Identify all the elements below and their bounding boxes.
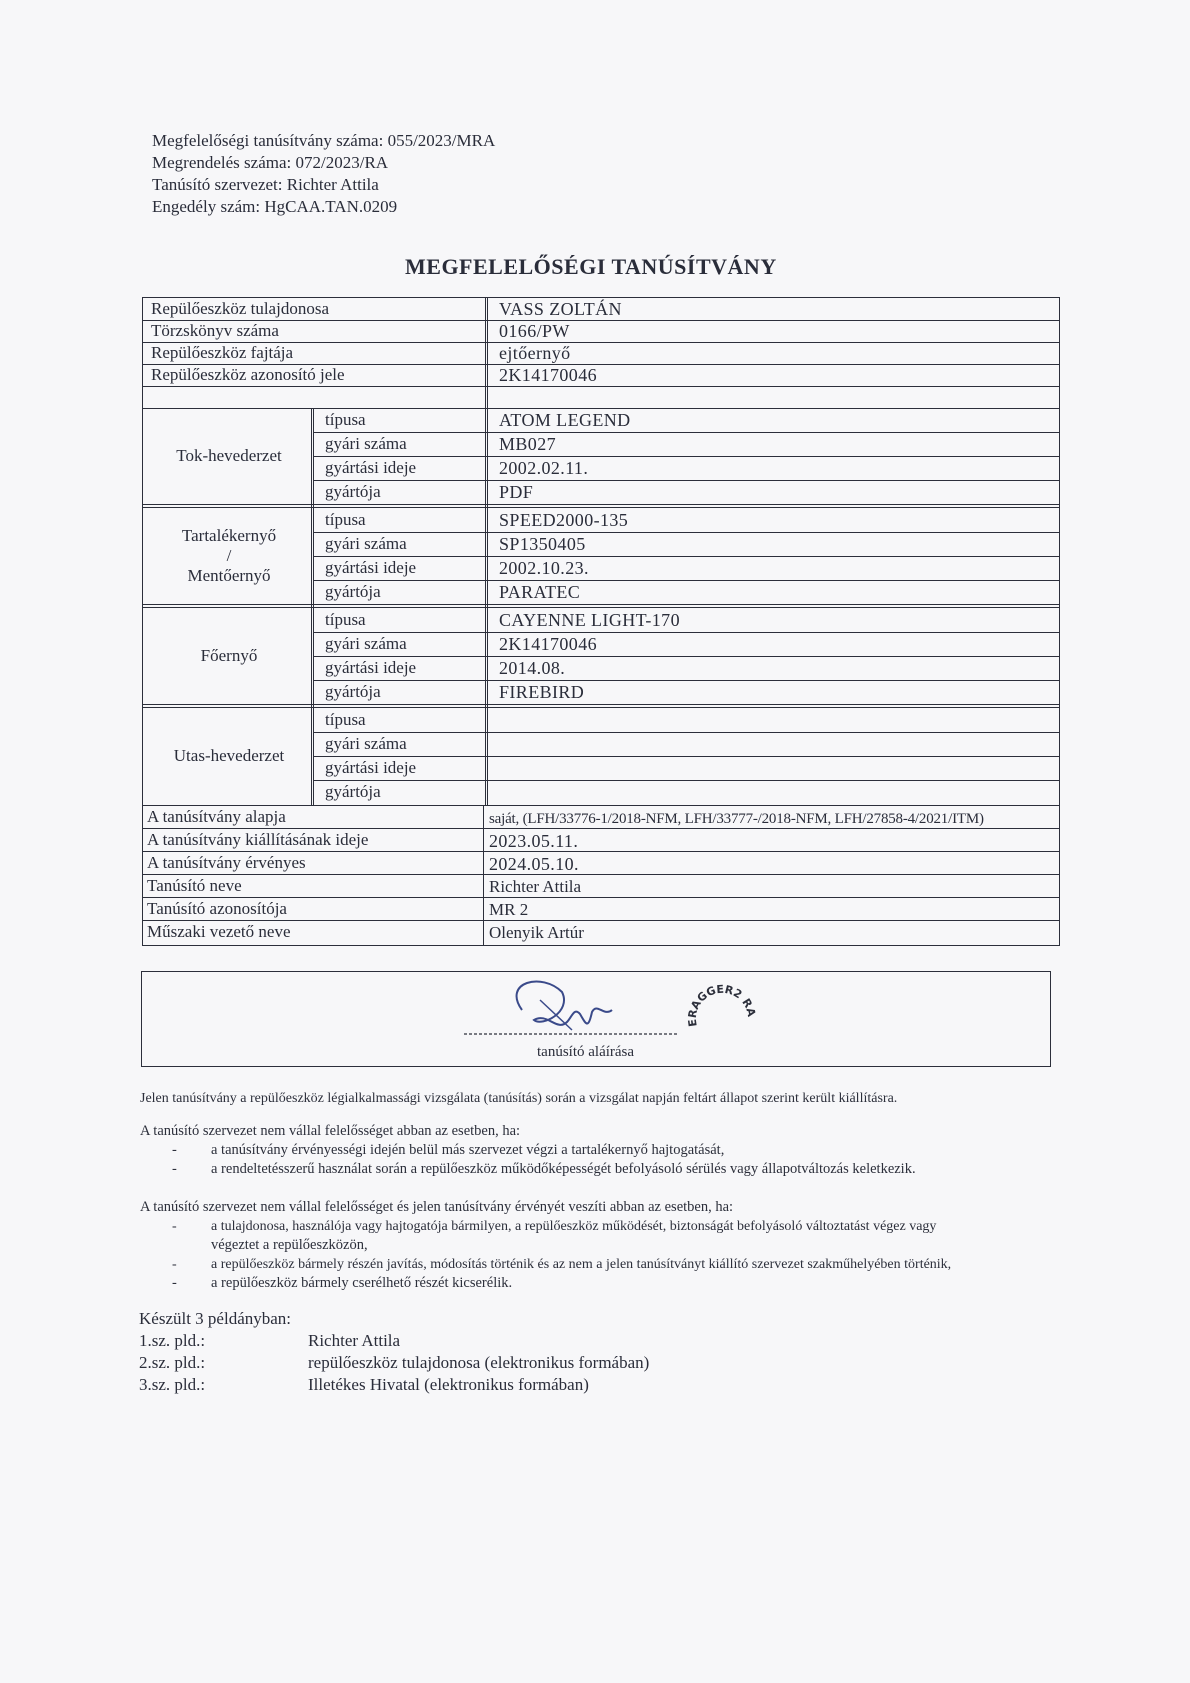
sub-label-type: típusa bbox=[325, 410, 366, 429]
sub-label-maker: gyártója bbox=[325, 682, 381, 701]
copy-2-label: 2.sz. pld.: bbox=[139, 1353, 206, 1372]
group-tandem-label: Utas-hevederzet bbox=[173, 746, 285, 765]
sub-label-date: gyártási ideje bbox=[325, 658, 417, 677]
page-title: MEGFELELŐSÉGI TANÚSÍTVÁNY bbox=[405, 254, 777, 279]
copy-1-label: 1.sz. pld.: bbox=[139, 1331, 206, 1350]
group-reserve-label-2: / bbox=[226, 546, 232, 565]
harness-date-value: 2002.02.11. bbox=[499, 458, 589, 478]
reserve-type-value: SPEED2000-135 bbox=[499, 510, 629, 530]
main-type-value: CAYENNE LIGHT-170 bbox=[499, 610, 680, 630]
sub-label-date: gyártási ideje bbox=[325, 558, 417, 577]
signature-caption: tanúsító aláírása bbox=[537, 1044, 635, 1060]
certifier-id-label: Tanúsító azonosítója bbox=[147, 899, 287, 918]
sub-label-serial: gyári száma bbox=[325, 734, 407, 753]
stamp-graphic bbox=[677, 976, 767, 1066]
para2-bullet-1: - a tulajdonosa, használója vagy hajtogatója bármilyen, a repülőeszköz működését, biztonságát befolyásoló változtatást végez vagy bbox=[172, 1219, 937, 1234]
statement-text: Jelen tanúsítvány a repülőeszköz légialkalmassági vizsgálata (tanúsítás) során a vizsgálat napján feltárt állapot szerint került kiállításra. bbox=[140, 1091, 898, 1106]
para1-bullet-2: - a rendeltetésszerű használat során a repülőeszköz működőképességét befolyásoló sérülés vagy állapotváltozás keletkezik. bbox=[172, 1161, 916, 1177]
sub-label-type: típusa bbox=[325, 710, 366, 729]
reserve-date-value: 2002.10.23. bbox=[499, 558, 589, 578]
aircraft-id-value: 2K14170046 bbox=[499, 365, 597, 385]
group-reserve-label-3: Mentőernyő bbox=[187, 566, 271, 585]
para2-bullet-1-cont: végeztet a repülőeszközön, bbox=[211, 1237, 368, 1253]
group-main-label: Főernyő bbox=[200, 646, 258, 665]
main-serial-value: 2K14170046 bbox=[499, 634, 597, 654]
para2-bullet-3: - a repülőeszköz bármely cserélhető részét kicserélik. bbox=[172, 1275, 513, 1291]
sub-label-date: gyártási ideje bbox=[325, 758, 417, 777]
basis-label: A tanúsítvány alapja bbox=[147, 807, 286, 826]
certificate-table bbox=[142, 297, 1060, 946]
order-number-line: Megrendelés száma: 072/2023/RA bbox=[152, 153, 389, 172]
issue-date-value: 2023.05.11. bbox=[489, 831, 579, 851]
registry-label: Törzskönyv száma bbox=[151, 321, 279, 340]
sub-label-serial: gyári száma bbox=[325, 434, 407, 453]
certificate-number-line: Megfelelőségi tanúsítvány száma: 055/2023/MRA bbox=[152, 131, 496, 150]
para2-intro: A tanúsító szervezet nem vállal felelősséget és jelen tanúsítvány érvényét veszíti abban az esetben, ha: bbox=[140, 1199, 734, 1215]
copies-intro: Készült 3 példányban: bbox=[139, 1309, 292, 1328]
para1-intro: A tanúsító szervezet nem vállal felelősséget abban az esetben, ha: bbox=[140, 1123, 521, 1139]
sub-label-type: típusa bbox=[325, 510, 366, 529]
certifier-name-label: Tanúsító neve bbox=[147, 876, 242, 895]
tech-lead-value: Olenyik Artúr bbox=[489, 923, 584, 942]
copy-1-value: Richter Attila bbox=[308, 1331, 401, 1350]
registry-value: 0166/PW bbox=[499, 321, 570, 341]
license-number-line: Engedély szám: HgCAA.TAN.0209 bbox=[152, 197, 398, 216]
valid-until-label: A tanúsítvány érvényes bbox=[147, 853, 306, 872]
valid-until-value: 2024.05.10. bbox=[489, 854, 579, 874]
certifier-id-value: MR 2 bbox=[489, 900, 529, 919]
sub-label-serial: gyári száma bbox=[325, 534, 407, 553]
main-maker-value: FIREBIRD bbox=[499, 682, 585, 702]
reserve-serial-value: SP1350405 bbox=[499, 534, 586, 554]
main-date-value: 2014.08. bbox=[499, 658, 566, 678]
sub-label-maker: gyártója bbox=[325, 482, 381, 501]
owner-value: VASS ZOLTÁN bbox=[499, 299, 622, 319]
certifier-org-line: Tanúsító szervezet: Richter Attila bbox=[152, 175, 379, 194]
certifier-name-value: Richter Attila bbox=[489, 877, 582, 896]
para2-bullet-2: - a repülőeszköz bármely részén javítás, módosítás történik és az nem a jelen tanúsítványt kiállító szervezet szakműhelyében történik, bbox=[172, 1257, 952, 1272]
harness-serial-value: MB027 bbox=[499, 434, 557, 454]
harness-maker-value: PDF bbox=[499, 482, 534, 502]
group-reserve-label-1: Tartalékernyő bbox=[181, 526, 277, 545]
aircraft-type-label: Repülőeszköz fajtája bbox=[151, 343, 294, 362]
copy-2-value: repülőeszköz tulajdonosa (elektronikus formában) bbox=[308, 1353, 650, 1372]
sub-label-maker: gyártója bbox=[325, 582, 381, 601]
stamp bbox=[677, 976, 767, 1066]
sub-label-serial: gyári száma bbox=[325, 634, 407, 653]
tech-lead-label: Műszaki vezető neve bbox=[147, 922, 291, 941]
aircraft-type-value: ejtőernyő bbox=[499, 343, 571, 363]
sub-label-date: gyártási ideje bbox=[325, 458, 417, 477]
para1-bullet-1: - a tanúsítvány érvényességi idején belül más szervezet végzi a tartalékernyő hajtogatását, bbox=[172, 1142, 725, 1158]
group-harness-label: Tok-hevederzet bbox=[176, 446, 282, 465]
copy-3-value: Illetékes Hivatal (elektronikus formában) bbox=[308, 1375, 589, 1394]
basis-value: saját, (LFH/33776-1/2018-NFM, LFH/33777-/2018-NFM, LFH/27858-4/2021/ITM) bbox=[489, 811, 984, 827]
sub-label-type: típusa bbox=[325, 610, 366, 629]
signature-box bbox=[141, 971, 1051, 1067]
aircraft-id-label: Repülőeszköz azonosító jele bbox=[151, 365, 345, 384]
svg-text:ERAGGER2 RA: ERAGGER2 RA bbox=[685, 982, 759, 1028]
sub-label-maker: gyártója bbox=[325, 782, 381, 801]
issue-date-label: A tanúsítvány kiállításának ideje bbox=[147, 830, 369, 849]
owner-label: Repülőeszköz tulajdonosa bbox=[151, 299, 329, 318]
copy-3-label: 3.sz. pld.: bbox=[139, 1375, 206, 1394]
harness-type-value: ATOM LEGEND bbox=[499, 410, 631, 430]
reserve-maker-value: PARATEC bbox=[499, 582, 581, 602]
